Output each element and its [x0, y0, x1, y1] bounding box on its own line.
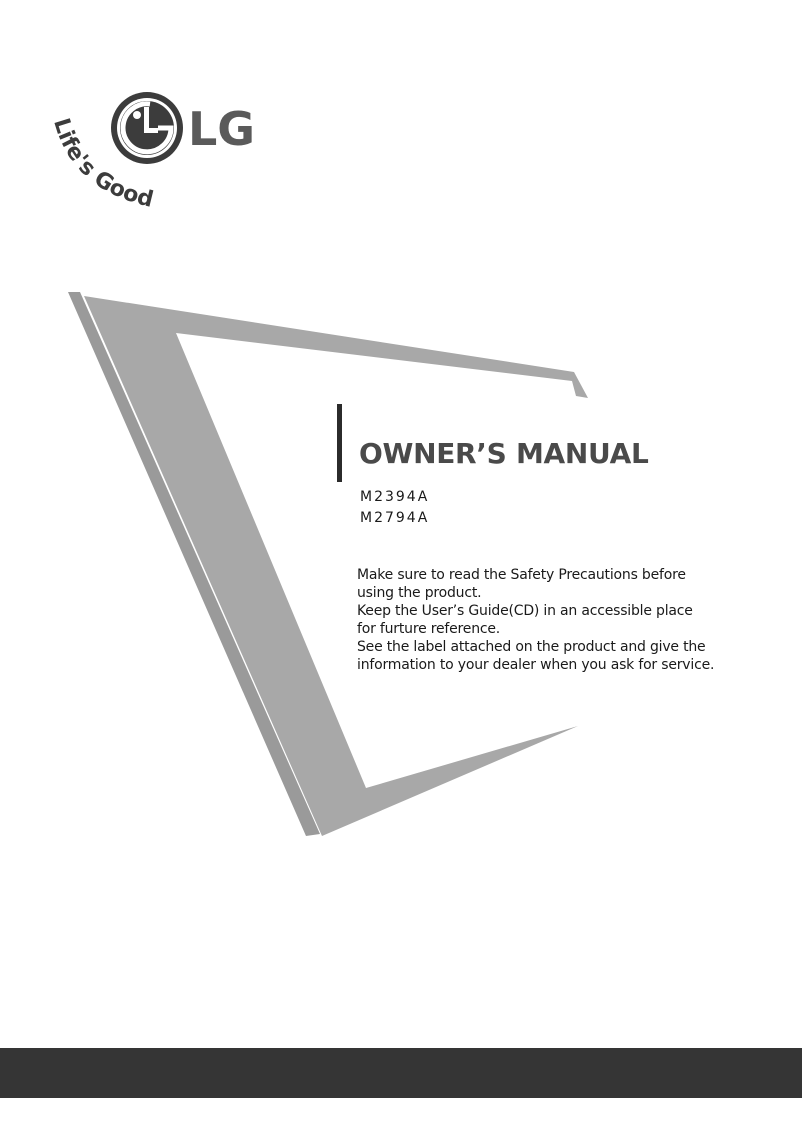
model-number: M2794A [360, 510, 430, 526]
model-number: M2394A [360, 489, 430, 505]
page-title: OWNER’S MANUAL [359, 437, 649, 470]
footer-band [0, 1048, 802, 1098]
title-accent-bar [337, 404, 342, 482]
notice-line: Keep the User’s Guide(CD) in an accessible place [357, 603, 693, 619]
notice-line: for furture reference. [357, 621, 501, 637]
model-list [360, 487, 429, 529]
notice-line: using the product. [357, 585, 482, 601]
lg-wordmark: LG [188, 102, 256, 156]
frame-thin-stroke [68, 292, 320, 836]
notice-line: Make sure to read the Safety Precautions before [357, 567, 686, 583]
notice-line: See the label attached on the product and give the [357, 639, 706, 655]
slogan: Life's Good [48, 115, 156, 213]
notice-line: information to your dealer when you ask for service. [357, 657, 715, 673]
notice-text [357, 566, 714, 674]
